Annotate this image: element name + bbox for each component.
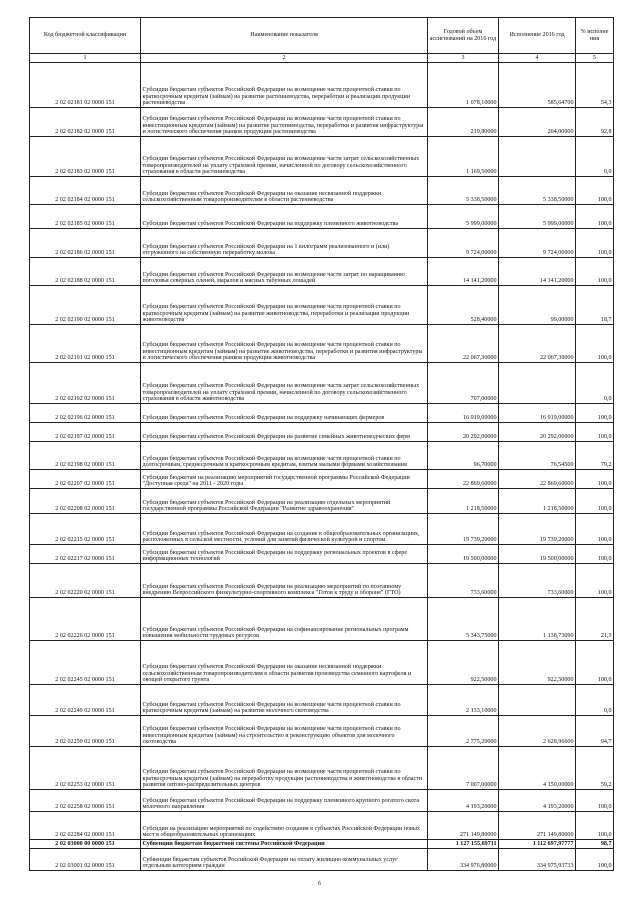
cell-plan: 19 739,20000 — [428, 514, 499, 545]
cell-plan: 1 078,10000 — [428, 63, 499, 108]
table-row — [30, 641, 614, 685]
cell-pct: 100,0 — [576, 205, 614, 229]
cell-name: Субсидии бюджетам субъектов Российской Федерации на 1 килограмм реализованного и (или) отгруженного на собственную переработку молока — [141, 229, 428, 258]
table-row — [30, 137, 614, 177]
cell-code: 2 02 02190 02 0000 151 — [30, 286, 141, 325]
cell-exec: 19 500,00000 — [499, 545, 576, 564]
cell-name: Субсидии бюджетам субъектов Российской Федерации на возмещение части затрат сельскохозяйственных товаропроизводителей на уплату страховой премии, начисленной по договору сельскохозяйственного страхования в области растениеводства — [141, 137, 428, 177]
cell-name: Субсидии бюджетам субъектов Российской Федерации на реализацию мероприятий по поэтапному внедрению Всероссийского физкультурно-спортивного комплекса "Готов к труду и обороне" (ГТО) — [141, 564, 428, 598]
cell-pct: 100,0 — [576, 423, 614, 442]
cell-name: Субсидии бюджетам субъектов Российской Федерации на создание в общеобразовательных организациях, расположенных в сельской местности, условий для занятий физической культурой и спортом — [141, 514, 428, 545]
cell-code: 2 02 02181 02 0000 151 — [30, 63, 141, 108]
cell-exec: 271 149,80000 — [499, 812, 576, 840]
cell-pct: 100,0 — [576, 229, 614, 258]
cell-code: 2 02 02198 02 0000 151 — [30, 442, 141, 470]
cell-name: Субвенции бюджетам бюджетной системы Российской Федерации — [141, 840, 428, 849]
cell-name: Субсидии бюджетам субъектов Российской Федерации на поддержку племенного животноводства — [141, 205, 428, 229]
cell-code: 2 02 02182 02 0000 151 — [30, 108, 141, 137]
cell-exec: 2 628,96600 — [499, 716, 576, 747]
table-row — [30, 229, 614, 258]
cell-exec: 22 869,60000 — [499, 470, 576, 489]
cell-plan: 16 919,00000 — [428, 404, 499, 423]
cell-pct: 100,0 — [576, 325, 614, 363]
cell-pct: 100,0 — [576, 812, 614, 840]
cell-pct: 0,0 — [576, 137, 614, 177]
cell-code: 2 02 02191 02 0000 151 — [30, 325, 141, 363]
cell-name: Субсидии бюджетам субъектов Российской Федерации на поддержку региональных проектов в сфере информационных технологий — [141, 545, 428, 564]
table-row — [30, 747, 614, 790]
cell-code: 2 02 02226 02 0000 151 — [30, 598, 141, 641]
header-plan: Годовой объем ассигнований на 2016 год — [428, 18, 499, 54]
table-row — [30, 63, 614, 108]
cell-plan: 22 869,60000 — [428, 470, 499, 489]
cell-code: 2 02 02196 02 0000 151 — [30, 404, 141, 423]
cell-exec: 4 193,20000 — [499, 790, 576, 812]
cell-code: 2 02 02253 02 0000 151 — [30, 747, 141, 790]
cell-exec: 204,00000 — [499, 108, 576, 137]
cell-code: 2 02 02249 02 0000 151 — [30, 685, 141, 716]
cell-name: Субсидии бюджетам субъектов Российской Федерации на софинансирование региональных программ повышения мобильности трудовых ресурсов — [141, 598, 428, 641]
cell-exec: 20 292,00000 — [499, 423, 576, 442]
cell-pct: 21,3 — [576, 598, 614, 641]
cell-exec: 5 999,00000 — [499, 205, 576, 229]
cell-name: Субсидии бюджетам субъектов Российской Федерации на оказание несвязанной поддержки сельскохозяйственным товаропроизводителям в области развития производства семенного картофеля и овощей открытого грунта — [141, 641, 428, 685]
cell-code: 2 02 02192 02 0000 151 — [30, 363, 141, 404]
cell-name: Субсидии бюджетам субъектов Российской Федерации на возмещение части процентной ставки по краткосрочным кредитам (займам) на развитие растениеводства, переработки и реализации продукции растениеводства — [141, 63, 428, 108]
cell-pct: 100,0 — [576, 545, 614, 564]
cell-name: Субсидии бюджетам субъектов Российской Федерации на возмещение части процентной ставки по инвестиционным кредитам (займам) на развитие растениеводства, переработки и развития инфраструктуры и логистического обеспечения рынков продукции растениеводства — [141, 108, 428, 137]
table-row — [30, 442, 614, 470]
table-row — [30, 423, 614, 442]
cell-plan: 922,50000 — [428, 641, 499, 685]
cell-plan: 334 976,80000 — [428, 849, 499, 871]
cell-exec: 22 067,30000 — [499, 325, 576, 363]
table-row — [30, 840, 614, 849]
table-row — [30, 363, 614, 404]
cell-plan: 707,00000 — [428, 363, 499, 404]
table-row — [30, 716, 614, 747]
cell-plan: 7 007,00000 — [428, 747, 499, 790]
cell-plan: 22 067,30000 — [428, 325, 499, 363]
table-header-row — [30, 18, 614, 54]
cell-pct: 92,8 — [576, 108, 614, 137]
cell-exec — [499, 685, 576, 716]
table-row — [30, 849, 614, 871]
cell-code: 2 02 03000 00 0000 151 — [30, 840, 141, 849]
column-number-row — [30, 54, 614, 63]
table-row — [30, 404, 614, 423]
cell-name: Субсидии бюджетам субъектов Российской Федерации на возмещение части процентной ставки по инвестиционным кредитам (займам) на развитие животноводства, переработки и развития инфраструктуры и логистического обеспечения рынков продукции животноводства — [141, 325, 428, 363]
cell-name: Субсидии бюджетам на реализацию мероприятий государственной программы Российской Федерации "Доступная среда" на 2011 - 2020 годы — [141, 470, 428, 489]
cell-plan: 96,70000 — [428, 442, 499, 470]
table-row — [30, 812, 614, 840]
cell-exec: 16 919,00000 — [499, 404, 576, 423]
cell-exec: 1 112 697,97777 — [499, 840, 576, 849]
cell-pct: 18,7 — [576, 286, 614, 325]
cell-exec: 1 138,73090 — [499, 598, 576, 641]
cell-pct: 94,7 — [576, 716, 614, 747]
cell-exec: 1 218,50000 — [499, 489, 576, 514]
cell-plan: 1 218,50000 — [428, 489, 499, 514]
cell-exec — [499, 363, 576, 404]
cell-exec: 14 141,20000 — [499, 258, 576, 286]
cell-plan: 9 724,00000 — [428, 229, 499, 258]
cell-pct: 0,0 — [576, 363, 614, 404]
cell-exec: 4 150,00000 — [499, 747, 576, 790]
cell-plan: 2 133,10000 — [428, 685, 499, 716]
cell-code: 2 02 02284 02 0000 151 — [30, 812, 141, 840]
table-row — [30, 325, 614, 363]
cell-pct: 100,0 — [576, 177, 614, 205]
cell-code: 2 02 02184 02 0000 151 — [30, 177, 141, 205]
cell-exec: 19 739,20000 — [499, 514, 576, 545]
cell-code: 2 02 02250 02 0000 151 — [30, 716, 141, 747]
cell-plan: 5 999,00000 — [428, 205, 499, 229]
cell-name: Субсидии бюджетам субъектов Российской Федерации на оказание несвязанной поддержки сельскохозяйственным товаропроизводителям в области растениеводства — [141, 177, 428, 205]
cell-pct: 100,0 — [576, 470, 614, 489]
header-pct: % исполне ния — [576, 18, 614, 54]
column-number: 4 — [499, 54, 576, 63]
cell-name: Субсидии бюджетам субъектов Российской Федерации на реализацию отдельных мероприятий государственной программы Российской Федерации "Развитие здравоохранения" — [141, 489, 428, 514]
cell-code: 2 02 02197 02 0000 151 — [30, 423, 141, 442]
column-number: 1 — [30, 54, 141, 63]
cell-name: Субвенции бюджетам субъектов Российской Федерации на оплату жилищно-коммунальных услуг отдельным категориям граждан — [141, 849, 428, 871]
cell-plan: 19 500,00000 — [428, 545, 499, 564]
table-row — [30, 790, 614, 812]
cell-plan: 4 193,20000 — [428, 790, 499, 812]
cell-code: 2 02 02217 02 0000 151 — [30, 545, 141, 564]
cell-name: Субсидии бюджетам субъектов Российской Федерации на возмещение части процентной ставки по краткосрочным кредитам (займам) на развитие молочного скотоводства — [141, 685, 428, 716]
cell-name: Субсидии бюджетам субъектов Российской Федерации на возмещение части процентной ставки по долгосрочным, среднесрочным и краткосрочным кредитам, взятым малыми формами хозяйствования — [141, 442, 428, 470]
cell-name: Субсидии бюджетам субъектов Российской Федерации на возмещение части затрат сельскохозяйственных товаропроизводителей на уплату страховой премии, начисленной по договору сельскохозяйственного страхования в области животноводства — [141, 363, 428, 404]
cell-code: 2 02 02208 02 0000 151 — [30, 489, 141, 514]
cell-plan: 271 149,80000 — [428, 812, 499, 840]
cell-pct: 100,0 — [576, 489, 614, 514]
cell-plan: 528,40000 — [428, 286, 499, 325]
cell-pct: 100,0 — [576, 514, 614, 545]
cell-name: Субсидии бюджетам субъектов Российской Федерации на поддержку начинающих фермеров — [141, 404, 428, 423]
table-row — [30, 470, 614, 489]
cell-name: Субсидии на реализацию мероприятий по содействию создания в субъектах Российской Федерации новых мест в общеобразовательных организациях — [141, 812, 428, 840]
cell-plan: 219,80000 — [428, 108, 499, 137]
table-row — [30, 489, 614, 514]
cell-code: 2 02 02188 02 0000 151 — [30, 258, 141, 286]
table-row — [30, 685, 614, 716]
cell-pct: 54,3 — [576, 63, 614, 108]
table-body — [30, 63, 614, 871]
header-code: Код бюджетной классификации — [30, 18, 141, 54]
cell-exec: 9 724,00000 — [499, 229, 576, 258]
cell-plan: 20 292,00000 — [428, 423, 499, 442]
cell-pct: 59,2 — [576, 747, 614, 790]
cell-code: 2 02 02183 02 0000 151 — [30, 137, 141, 177]
page-number: 6 — [318, 881, 321, 887]
cell-code: 2 02 02215 02 0000 151 — [30, 514, 141, 545]
cell-exec — [499, 137, 576, 177]
header-exec: Исполнение 2016 год — [499, 18, 576, 54]
cell-code: 2 02 02220 02 0000 151 — [30, 564, 141, 598]
cell-code: 2 02 02258 02 0000 151 — [30, 790, 141, 812]
cell-pct: 100,0 — [576, 404, 614, 423]
cell-pct: 100,0 — [576, 790, 614, 812]
cell-code: 2 02 02186 02 0000 151 — [30, 229, 141, 258]
cell-plan: 2 775,20000 — [428, 716, 499, 747]
table-row — [30, 286, 614, 325]
cell-exec: 5 338,50000 — [499, 177, 576, 205]
cell-exec: 922,50000 — [499, 641, 576, 685]
table-row — [30, 108, 614, 137]
cell-code: 2 02 02245 02 0000 151 — [30, 641, 141, 685]
cell-plan: 1 169,50000 — [428, 137, 499, 177]
cell-exec: 585,64700 — [499, 63, 576, 108]
cell-pct: 100,0 — [576, 258, 614, 286]
table-row — [30, 177, 614, 205]
header-name: Наименование показателя — [141, 18, 428, 54]
cell-code: 2 02 03001 02 0000 151 — [30, 849, 141, 871]
cell-pct: 98,7 — [576, 840, 614, 849]
cell-pct: 0,0 — [576, 685, 614, 716]
cell-name: Субсидии бюджетам субъектов Российской Федерации на возмещение части процентной ставки по краткосрочным кредитам (займам) на развитие животноводства, переработки и реализации продукции животноводства — [141, 286, 428, 325]
cell-pct: 100,0 — [576, 849, 614, 871]
cell-code: 2 02 02207 02 0000 151 — [30, 470, 141, 489]
cell-code: 2 02 02185 02 0000 151 — [30, 205, 141, 229]
budget-table — [29, 17, 614, 871]
cell-plan: 14 141,20000 — [428, 258, 499, 286]
cell-exec: 99,00000 — [499, 286, 576, 325]
cell-exec: 733,60000 — [499, 564, 576, 598]
table-row — [30, 598, 614, 641]
cell-exec: 334 975,93733 — [499, 849, 576, 871]
cell-pct: 100,0 — [576, 564, 614, 598]
column-number: 2 — [141, 54, 428, 63]
cell-name: Субсидии бюджетам субъектов Российской Федерации на поддержку племенного крупного рогатого скота молочного направления — [141, 790, 428, 812]
cell-pct: 79,2 — [576, 442, 614, 470]
table-row — [30, 564, 614, 598]
column-number: 5 — [576, 54, 614, 63]
cell-plan: 733,60000 — [428, 564, 499, 598]
column-number: 3 — [428, 54, 499, 63]
table-row — [30, 514, 614, 545]
cell-name: Субсидии бюджетам субъектов Российской Федерации на развитие семейных животноводческих ферм — [141, 423, 428, 442]
cell-plan: 5 343,75000 — [428, 598, 499, 641]
table-row — [30, 258, 614, 286]
cell-name: Субсидии бюджетам субъектов Российской Федерации на возмещение части процентной ставки по инвестиционным кредитам (займам) на строительство и реконструкцию объектов для молочного скотоводства — [141, 716, 428, 747]
cell-plan: 5 338,50000 — [428, 177, 499, 205]
cell-name: Субсидии бюджетам субъектов Российской Федерации на возмещение части затрат по наращиванию поголовья северных оленей, маралов и мясных табунных лошадей — [141, 258, 428, 286]
cell-plan: 1 127 155,69711 — [428, 840, 499, 849]
cell-exec: 76,54500 — [499, 442, 576, 470]
cell-name: Субсидии бюджетам субъектов Российской Федерации на возмещение части процентной ставки по краткосрочным кредитам (займам) на переработку продукции растениеводства и животноводства в области развития оптово-распределительных центров — [141, 747, 428, 790]
table-row — [30, 545, 614, 564]
table-row — [30, 205, 614, 229]
cell-pct: 100,0 — [576, 641, 614, 685]
